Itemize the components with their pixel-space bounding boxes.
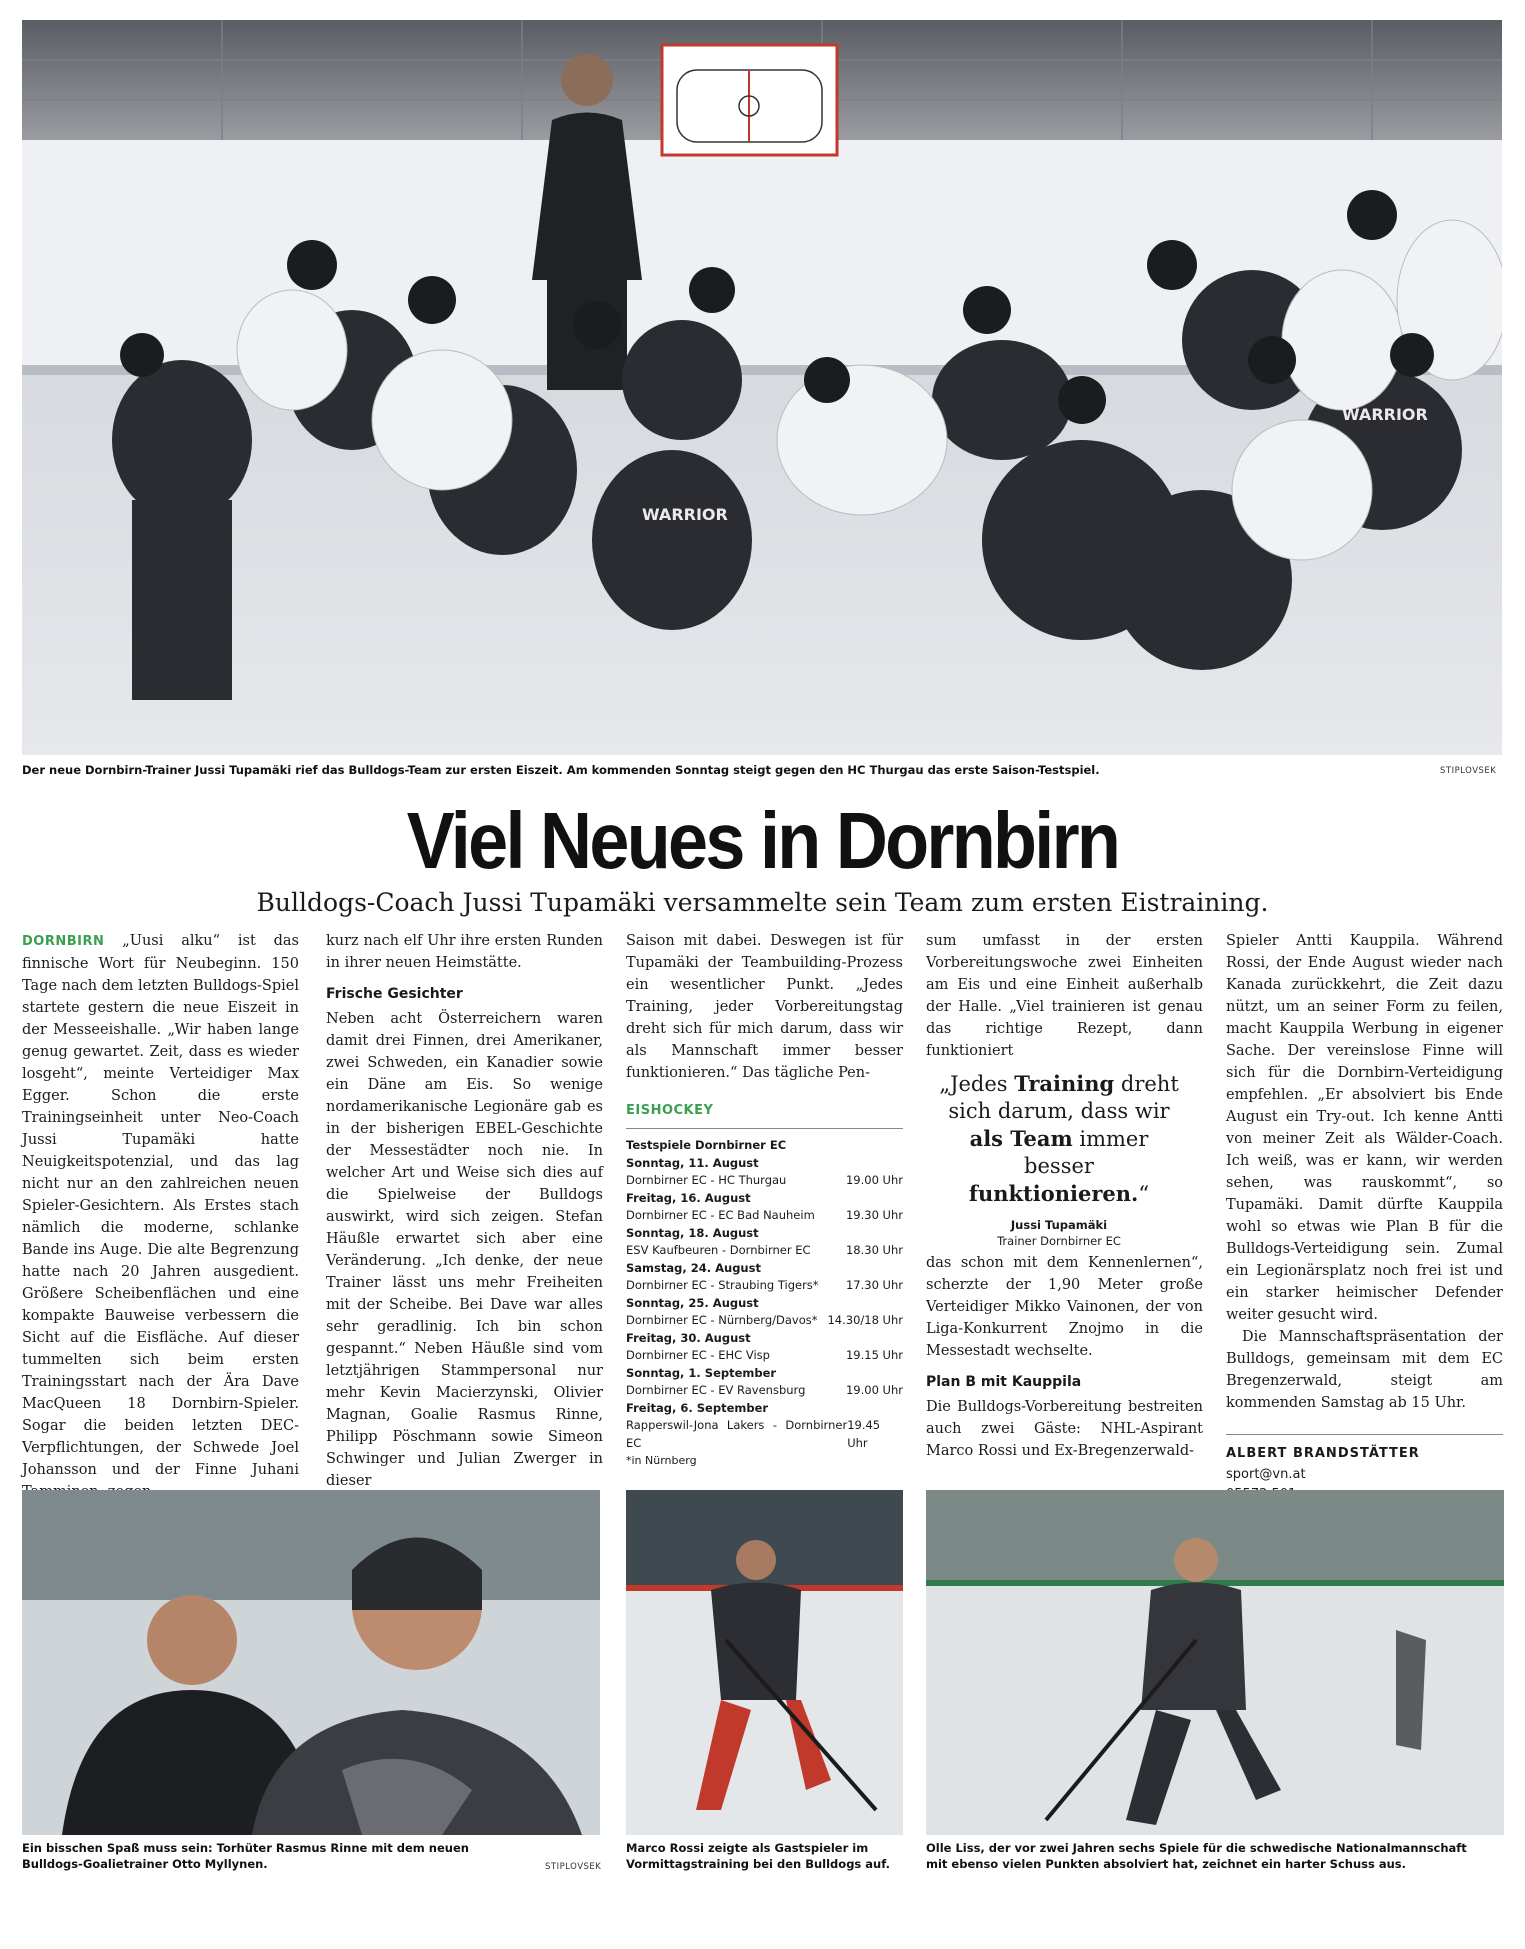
jersey-lettering: WARRIOR (1342, 405, 1428, 424)
game-match: ESV Kaufbeuren - Dornbirner EC (626, 1243, 811, 1257)
game-match: Dornbirner EC - EC Bad Nauheim (626, 1208, 815, 1222)
schedule-title: Testspiele Dornbirner EC (626, 1138, 787, 1152)
author-email[interactable]: sport@vn.at (1226, 1467, 1306, 1482)
game-time: 19.00 Uhr (845, 1173, 903, 1187)
section-heading: Frische Gesichter (326, 986, 463, 1002)
article-column-2 (326, 930, 603, 1492)
article-column-1 (22, 930, 299, 1503)
article-paragraph: Die Mannschaftspräsentation der Bulldogs, gemeinsam mit dem EC Bregenzerwald, steigt am kommenden Samstag ab 15 Uhr. (1226, 1329, 1503, 1411)
game-time: 18.30 Uhr (845, 1243, 903, 1257)
bottom-right-photo-illustration (926, 1490, 1504, 1835)
game-date: Freitag, 30. August (626, 1330, 751, 1345)
game-row (626, 1417, 903, 1452)
game-time: 17.30 Uhr (845, 1278, 903, 1292)
game-time: 19.15 Uhr (845, 1348, 903, 1362)
main-photo-illustration (22, 20, 1502, 755)
game-match: Dornbirner EC - EHC Visp (626, 1348, 770, 1362)
bottom-right-caption: Olle Liss, der vor zwei Jahren sechs Spiele für die schwedische Nationalmannschaft mit ebenso vielen Punkten absolviert hat, zeichnet ein harter Schuss aus. (926, 1841, 1467, 1871)
bottom-left-credit: STIPLOVSEK (545, 1862, 602, 1872)
game-match: Rapperswil-Jona Lakers - Dornbirner EC (626, 1418, 848, 1450)
game-row (626, 1242, 903, 1260)
main-photo-caption: Der neue Dornbirn-Trainer Jussi Tupamäki rief das Bulldogs-Team zur ersten Eiszeit. Am kommenden Sonntag steigt gegen den HC Thurgau das erste Saison-Testspiel. (22, 763, 1100, 777)
author-name: ALBERT BRANDSTÄTTER (1226, 1434, 1503, 1465)
game-row (626, 1207, 903, 1225)
bottom-left-caption: Ein bisschen Spaß muss sein: Torhüter Rasmus Rinne mit dem neuen Bulldogs-Goalietrainer Otto Myllynen. (22, 1841, 469, 1871)
subheadline: Bulldogs-Coach Jussi Tupamäki versammelte sein Team zum ersten Eistraining. (256, 888, 1269, 917)
article-paragraph: kurz nach elf Uhr ihre ersten Runden in ihrer neuen Heimstätte. (326, 933, 603, 971)
bottom-left-photo (22, 1490, 600, 1835)
bottom-middle-photo (626, 1490, 903, 1835)
dateline: DORNBIRN (22, 934, 105, 949)
pull-quote (935, 1070, 1183, 1248)
article-column-4 (926, 930, 1203, 1062)
article-text: „Uusi alku“ ist das finnische Wort für Neubeginn. 150 Tage nach dem letzten Bulldogs-Spiel startete gestern die neue Eiszeit in der Messeeishalle. „Wir haben lange genug gewartet. Zeit, dass es wieder losgeht“, meinte Verteidiger Max Egger. Schon die erste Trainingseinheit unter Neo-Coach Jussi Tupamäki hatte Neuigkeitspotenzial, und das lag nicht nur an den zahlreichen neuen Spieler-Gesichtern. Als Erstes stach nämlich die moderne, schlanke Bande ins Auge. Die alte Begrenzung hatte nach 20 Jahren ausgedient. Größere Scheibenflächen und eine kompakte Bauweise verbessern die Sicht auf die Eisfläche. Auf dieser tummelten sich beim ersten Trainingsstart nach der Ära Dave MacQueen 18 Dornbirn-Spieler. Sogar die beiden letzten DEC-Verpflichtungen, der Schwede Joel Johansson und der Finne Juhani (22, 933, 299, 1478)
game-match: Dornbirner EC - HC Thurgau (626, 1173, 787, 1187)
schedule-footnote: *in Nürnberg (626, 1454, 697, 1467)
section-heading: Plan B mit Kauppila (926, 1374, 1082, 1390)
bottom-left-photo-illustration (22, 1490, 600, 1835)
game-date: Freitag, 16. August (626, 1190, 751, 1205)
game-row (626, 1347, 903, 1365)
article-paragraph: Neben acht Österreichern waren damit drei Finnen, drei Amerikaner, zwei Schweden, ein Kanadier sowie ein Däne am Eis. So wenige nordamerikanische Legionäre gab es in der bisherigen EBEL-Geschichte der Messestädter noch nie. In welcher Art und Weise sich dies auf die Spielweise der Bulldogs auswirkt, wird sich zeigen. Stefan Häußle erwartet sich aber eine Veränderung. „Ich denke, der neue Trainer lässt uns mehr Freiheiten mit der Scheibe. Bei Dave war alles sehr geradlinig. Ich bin schon gespannt.“ Neben Häußle sind vom letztjährigen Stammpersonal nur mehr Kevin Macierzynski, Olivier Magnan, Goalie Rasmus Rinne, Philipp Pöschmann sowie Simeon Schwinger und Julian Zwerger in dieser (326, 1011, 603, 1489)
article-paragraph: das schon mit dem Kennenlernen“, scherzte der 1,90 Meter große Verteidiger Mikko Vainonen, der von Liga-Konkurrent Znojmo in die Messestadt wechselte. (926, 1255, 1203, 1359)
game-match: Dornbirner EC - EV Ravensburg (626, 1383, 806, 1397)
article-paragraph: Saison mit dabei. Deswegen ist für Tupamäki der Teambuilding-Prozess ein wesentlicher Punkt. „Jedes Training, jeder Vorbereitungstag dreht sich für mich darum, dass wir als Mannschaft immer besser funktionieren.“ Das tägliche Pen- (626, 933, 903, 1081)
bottom-middle-photo-illustration (626, 1490, 903, 1835)
article-column-3 (626, 930, 903, 1470)
game-row (626, 1312, 903, 1330)
games-list (626, 1155, 903, 1453)
game-time: 19.00 Uhr (845, 1383, 903, 1397)
game-row (626, 1172, 903, 1190)
game-date: Sonntag, 18. August (626, 1225, 759, 1240)
game-time: 19.30 Uhr (845, 1208, 903, 1222)
game-date: Sonntag, 25. August (626, 1295, 759, 1310)
article-paragraph (22, 930, 299, 1503)
test-games-schedule (626, 1137, 903, 1470)
main-photo-credit: STIPLOVSEK (1440, 766, 1497, 776)
headline: Viel Neues in Dornbirn (406, 796, 1119, 885)
article-column-4-continued (926, 1252, 1203, 1462)
article-paragraph: Die Bulldogs-Vorbereitung bestreiten auch zwei Gäste: NHL-Aspirant Marco Rossi und Ex-Bregenzerwald- (926, 1399, 1203, 1459)
game-date: Sonntag, 1. September (626, 1365, 777, 1380)
game-match: Dornbirner EC - Straubing Tigers* (626, 1278, 819, 1292)
quote-author: Jussi Tupamäki (1010, 1218, 1108, 1232)
bottom-right-photo (926, 1490, 1504, 1835)
game-date: Sonntag, 11. August (626, 1155, 759, 1170)
bottom-middle-caption: Marco Rossi zeigte als Gastspieler im Vormittagstraining bei den Bulldogs auf. (626, 1841, 890, 1871)
article-paragraph: Spieler Antti Kauppila. Während Rossi, der Ende August wieder nach Kanada zurückkehrt, die Zeit dazu nützt, um an seiner Form zu feilen, macht Kauppila Werbung in eigener Sache. Der vereinslose Finne will sich für die Dornbirn-Verteidigung empfehlen. „Er absolviert bis Ende August ein Try-out. Ich kenne Antti von meiner Zeit als Wälder-Coach. Ich weiß, was er kann, wir werden sehen, was rauskommt“, so Tupamäki. Damit dürfte Kauppila wohl so etwas wie Plan B für die Bulldogs-Verteidigung sein. Zumal ein Legionärsplatz noch frei ist und ein starker heimischer Defender weiter gesucht wird. (1226, 933, 1503, 1323)
quote-author-role: Trainer Dornbirner EC (997, 1234, 1121, 1248)
game-time: 19.45 Uhr (847, 1418, 881, 1450)
jersey-lettering: WARRIOR (642, 505, 728, 524)
main-photo (22, 20, 1502, 755)
quote-text: „Jedes Training dreht sich darum, dass wir als Team immer besser funktionieren.“ (939, 1071, 1179, 1206)
article-paragraph: sum umfasst in der ersten Vorbereitungswoche zwei Einheiten am Eis und eine Einheit außerhalb der Halle. „Viel trainieren ist genau das richtige Rezept, dann funktioniert (926, 933, 1203, 1059)
game-row (626, 1277, 903, 1295)
game-date: Samstag, 24. August (626, 1260, 761, 1275)
game-row (626, 1382, 903, 1400)
game-date: Freitag, 6. September (626, 1400, 769, 1415)
game-time: 14.30/18 Uhr (827, 1313, 903, 1327)
article-column-5 (1226, 930, 1503, 1505)
game-match: Dornbirner EC - Nürnberg/Davos* (626, 1313, 818, 1327)
eishockey-tag: EISHOCKEY (626, 1100, 903, 1129)
